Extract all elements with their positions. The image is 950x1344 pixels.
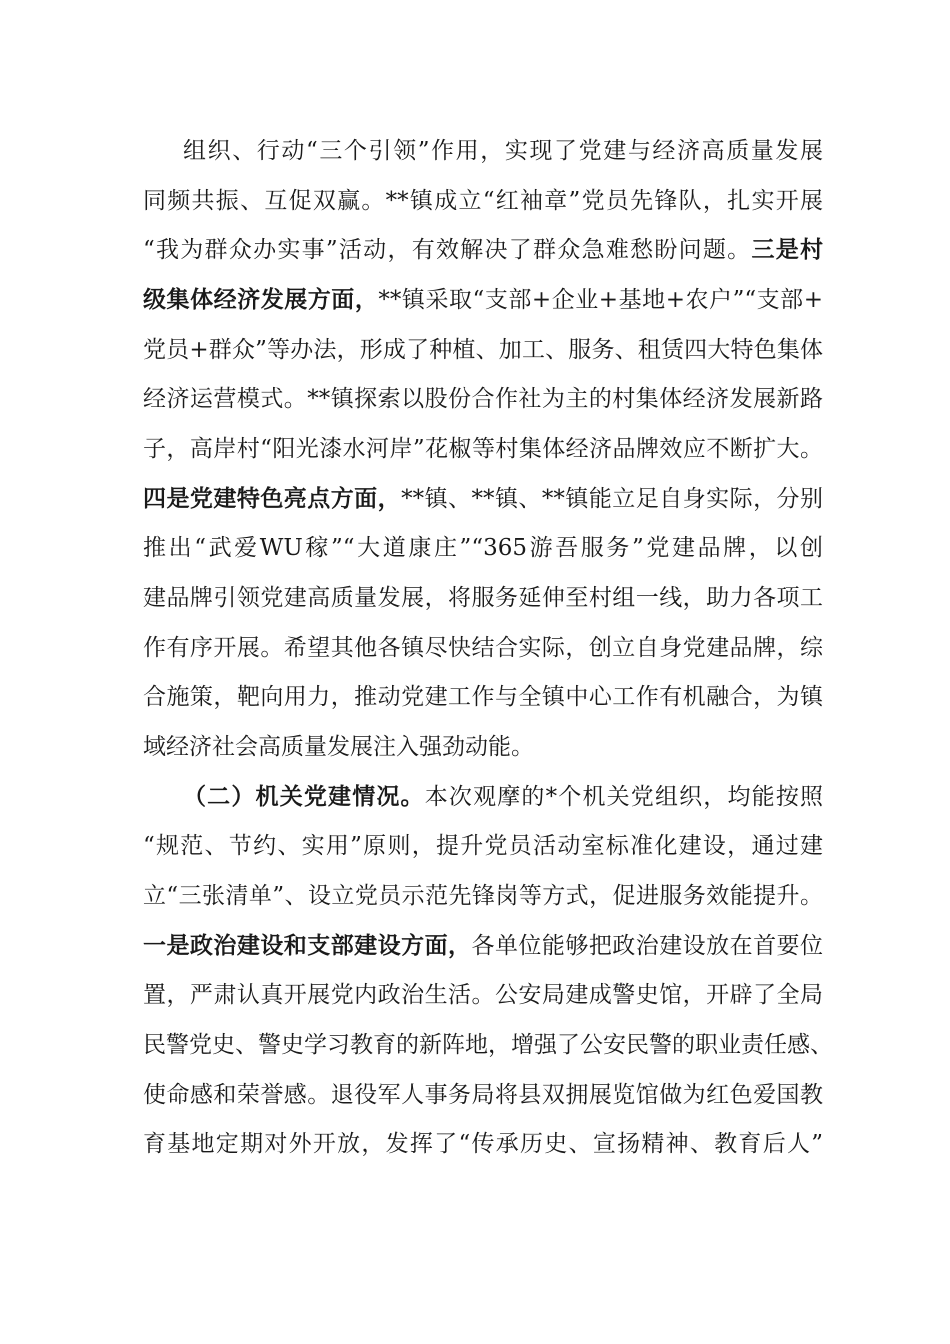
- bold-heading: 级集体经济发展方面，: [143, 286, 379, 313]
- text-line: 域经济社会高质量发展注入强劲动能。: [143, 734, 534, 760]
- text-line: 组织、行动“三个引领”作用，实现了党建与经济高质量发展: [183, 138, 823, 164]
- text-line: 党员+群众”等办法，形成了种植、加工、服务、租赁四大特色集体: [143, 337, 823, 363]
- text-line: 推出“武爱WU稼”“大道康庄”“365游吾服务”党建品牌，以创: [143, 535, 823, 561]
- text-line: “我为群众办实事”活动，有效解决了群众急难愁盼问题。三是村: [143, 236, 823, 263]
- text-line: 经济运营模式。**镇探索以股份合作社为主的村集体经济发展新路: [143, 386, 823, 412]
- bold-heading: 四是党建特色亮点方面，: [143, 485, 402, 512]
- text-line: 级集体经济发展方面，**镇采取“支部+企业+基地+农户”“支部+: [143, 286, 823, 313]
- text-line: 民警党史、警史学习教育的新阵地，增强了公安民警的职业责任感、: [143, 1032, 833, 1058]
- text-line: 四是党建特色亮点方面，**镇、**镇、**镇能立足自身实际，分别: [143, 485, 824, 512]
- text-line: 使命感和荣誉感。退役军人事务局将县双拥展览馆做为红色爱国教: [143, 1082, 823, 1108]
- text-line: 立“三张清单”、设立党员示范先锋岗等方式，促进服务效能提升。: [143, 883, 823, 909]
- text-line: 作有序开展。希望其他各镇尽快结合实际，创立自身党建品牌，综: [143, 635, 823, 661]
- text-line: 建品牌引领党建高质量发展，将服务延伸至村组一线，助力各项工: [143, 585, 823, 611]
- text-line: “规范、节约、实用”原则，提升党员活动室标准化建设，通过建: [143, 833, 823, 859]
- text-line: 一是政治建设和支部建设方面，各单位能够把政治建设放在首要位: [143, 932, 824, 959]
- text-line: 置，严肃认真开展党内政治生活。公安局建成警史馆，开辟了全局: [143, 982, 823, 1008]
- text-line: 育基地定期对外开放，发挥了“传承历史、宣扬精神、教育后人”: [143, 1131, 823, 1157]
- text-line: 合施策，靶向用力，推动党建工作与全镇中心工作有机融合，为镇: [143, 684, 823, 710]
- text-line: （二）机关党建情况。本次观摩的*个机关党组织，均能按照: [183, 783, 824, 810]
- section-heading: （二）机关党建情况。: [183, 783, 425, 810]
- text-line: 子，高岸村“阳光漆水河岸”花椒等村集体经济品牌效应不断扩大。: [143, 436, 823, 462]
- bold-heading: 一是政治建设和支部建设方面，: [143, 932, 472, 959]
- text-line: 同频共振、互促双赢。**镇成立“红袖章”党员先锋队，扎实开展: [143, 188, 823, 214]
- bold-heading: 三是村: [751, 236, 823, 263]
